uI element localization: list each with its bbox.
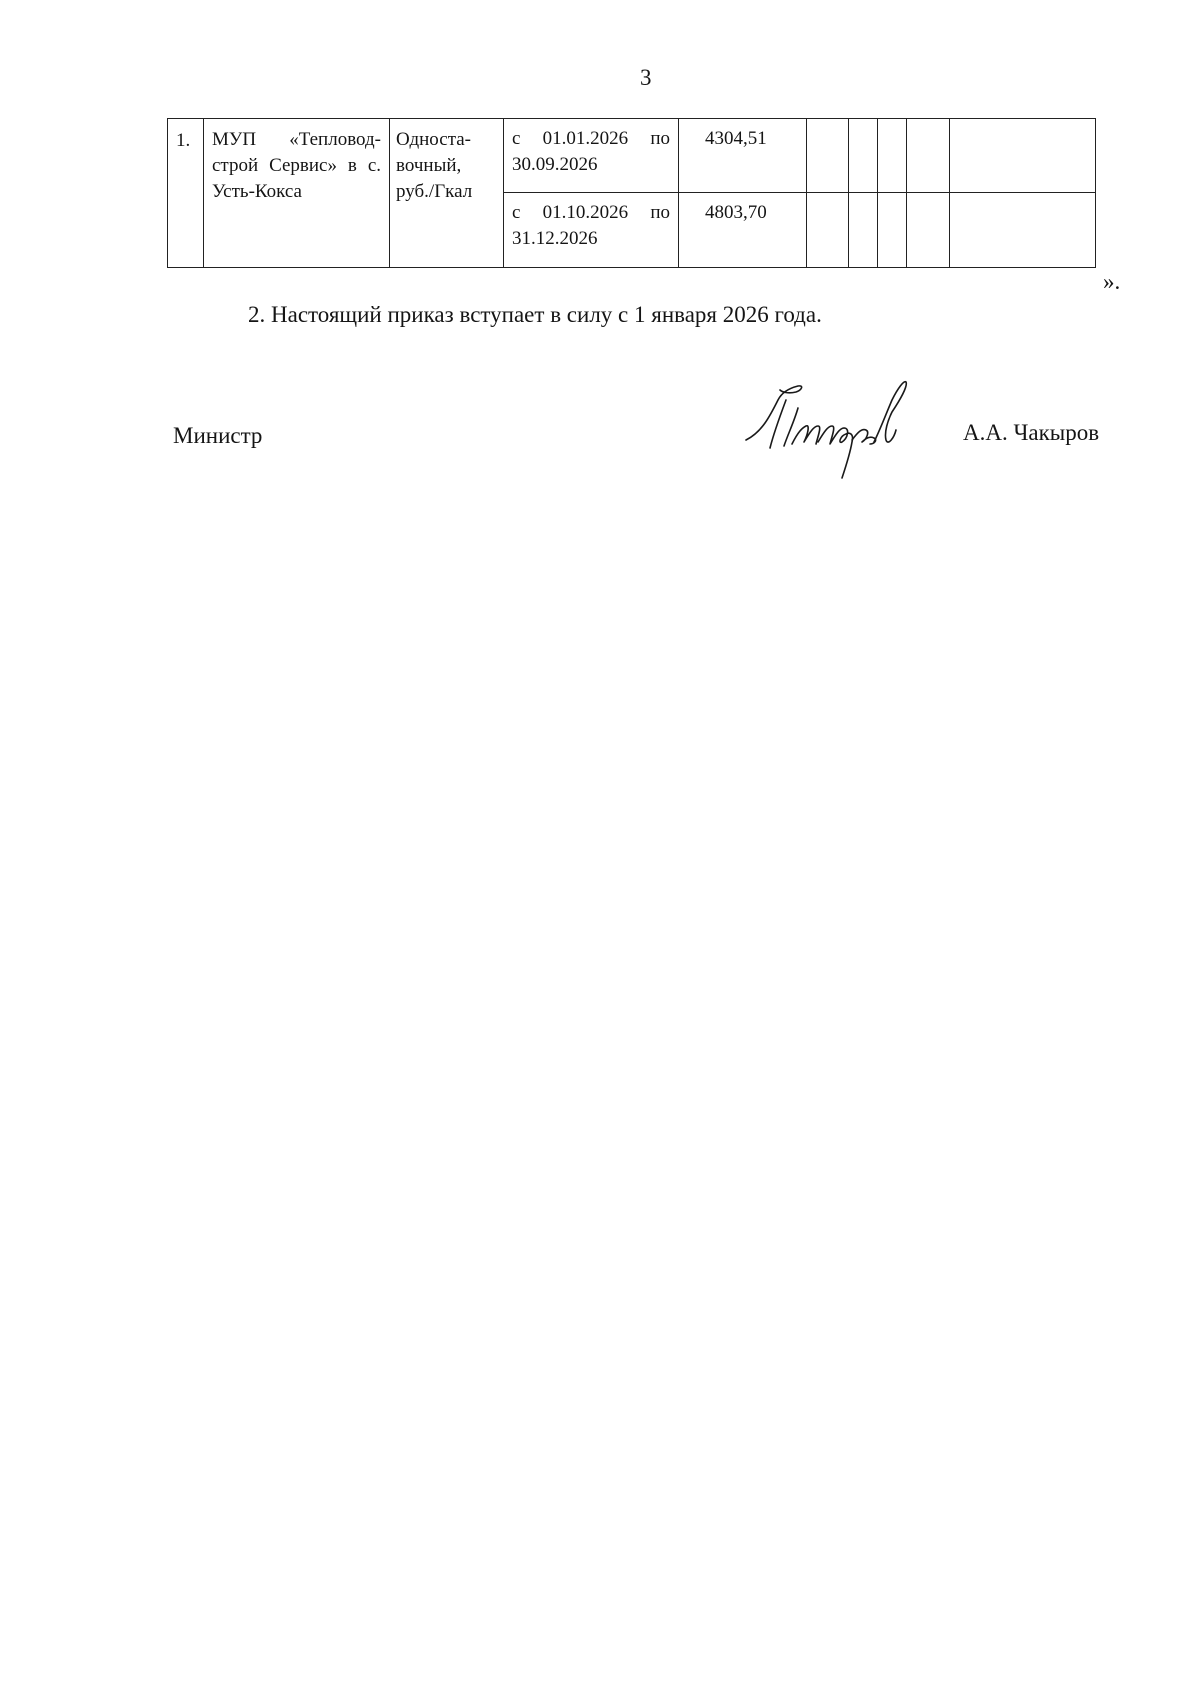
empty-cell	[849, 119, 878, 193]
clause-paragraph: 2. Настоящий приказ вступает в силу с 1 января 2026 года.	[248, 302, 822, 327]
empty-cell	[849, 193, 878, 268]
empty-cell	[807, 193, 849, 268]
period-cell: с 01.10.2026 по 31.12.2026	[504, 193, 679, 268]
tariff-value-cell: 4803,70	[679, 193, 807, 268]
closing-quote: ».	[1103, 269, 1121, 294]
period-cell: с 01.01.2026 по 30.09.2026	[504, 119, 679, 193]
handwritten-signature	[740, 378, 940, 488]
signatory-role: Министр	[173, 423, 263, 448]
empty-cell	[807, 119, 849, 193]
empty-cell	[878, 193, 907, 268]
empty-cell	[950, 119, 1096, 193]
empty-cell	[878, 119, 907, 193]
row-number: 1.	[168, 119, 204, 268]
page-number: 3	[640, 65, 652, 90]
tariff-type-cell: Односта-вочный, руб./Гкал	[390, 119, 504, 268]
empty-cell	[907, 119, 950, 193]
organization-cell: МУП «Тепловод-строй Сервис» в с. Усть-Кокса	[204, 119, 390, 268]
empty-cell	[907, 193, 950, 268]
tariff-table	[167, 118, 1096, 268]
empty-cell	[950, 193, 1096, 268]
signatory-name: А.А. Чакыров	[963, 420, 1100, 445]
tariff-value-cell: 4304,51	[679, 119, 807, 193]
table-row	[168, 119, 1096, 193]
